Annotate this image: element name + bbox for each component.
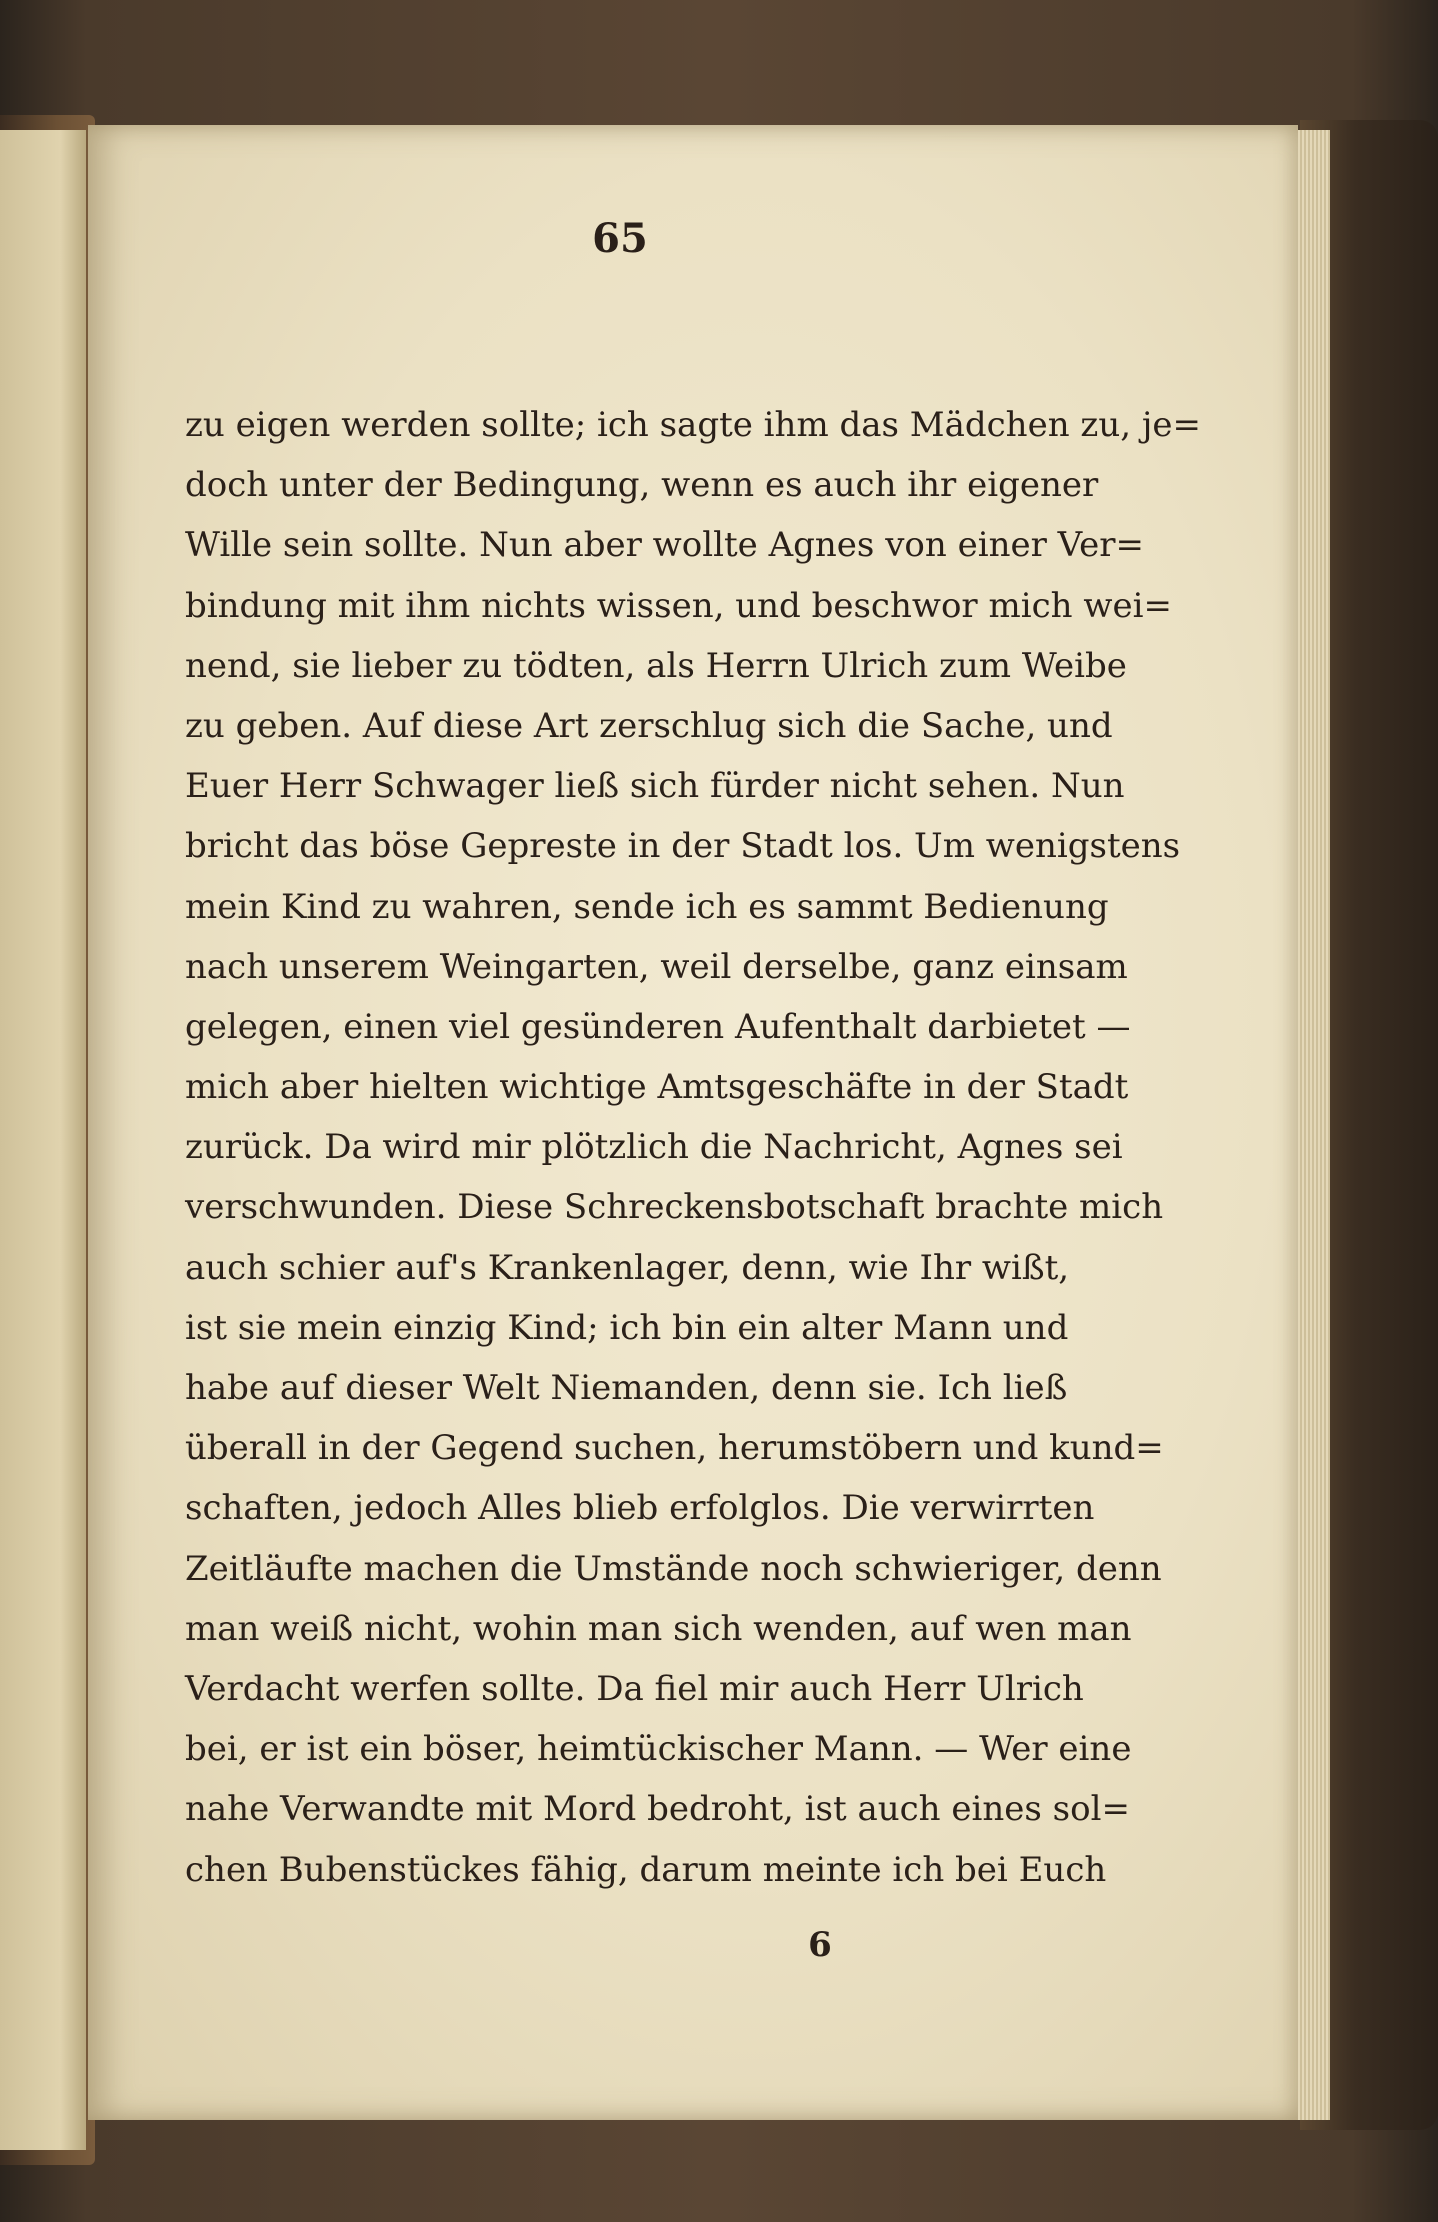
text-line: doch unter der Bedingung, wenn es auch ihr eigener — [185, 465, 1099, 506]
text-line: Euer Herr Schwager ließ sich fürder nicht sehen. Nun — [185, 766, 1125, 807]
text-line: bricht das böse Gepreste in der Stadt los. Um wenigstens — [185, 826, 1181, 867]
text-line: nend, sie lieber zu tödten, als Herrn Ulrich zum Weibe — [185, 645, 1127, 686]
text-line: mein Kind zu wahren, sende ich es sammt Bedienung — [185, 886, 1109, 927]
text-line: zurück. Da wird mir plötzlich die Nachricht, Agnes sei — [185, 1127, 1123, 1168]
text-line: überall in der Gegend suchen, herumstöbern und kund= — [185, 1428, 1164, 1469]
text-line: gelegen, einen viel gesünderen Aufenthalt darbietet — — [185, 1006, 1131, 1047]
text-line: man weiß nicht, wohin man sich wenden, auf wen man — [185, 1608, 1132, 1649]
left-page-edge — [0, 130, 86, 2150]
text-line: Zeitläufte machen die Umstände noch schwieriger, denn — [185, 1548, 1162, 1589]
text-line: chen Bubenstückes fähig, darum meinte ich bei Euch — [185, 1849, 1107, 1890]
text-line: Wille sein sollte. Nun aber wollte Agnes von einer Ver= — [185, 525, 1144, 566]
text-line: auch schier auf's Krankenlager, denn, wie Ihr wißt, — [185, 1247, 1070, 1288]
signature-mark: 6 — [808, 1925, 832, 1965]
text-line: zu eigen werden sollte; ich sagte ihm das Mädchen zu, je= — [185, 405, 1201, 445]
text-line: ist sie mein einzig Kind; ich bin ein alter Mann und — [185, 1307, 1069, 1348]
body-text — [185, 395, 1201, 1900]
text-line: nahe Verwandte mit Mord bedroht, ist auch eines sol= — [185, 1789, 1130, 1830]
text-line: mich aber hielten wichtige Amtsgeschäfte in der Stadt — [185, 1067, 1129, 1108]
text-line: zu geben. Auf diese Art zerschlug sich die Sache, und — [185, 705, 1113, 746]
text-line: nach unserem Weingarten, weil derselbe, ganz einsam — [185, 946, 1128, 987]
text-line: verschwunden. Diese Schreckensbotschaft brachte mich — [185, 1187, 1164, 1228]
text-line: habe auf dieser Welt Niemanden, denn sie. Ich ließ — [185, 1368, 1068, 1408]
text-line: bei, er ist ein böser, heimtückischer Mann. — Wer eine — [185, 1729, 1132, 1770]
text-line: Verdacht werfen sollte. Da fiel mir auch Herr Ulrich — [185, 1668, 1084, 1709]
text-line: schaften, jedoch Alles blieb erfolglos. Die verwirrten — [185, 1488, 1095, 1529]
text-line: bindung mit ihm nichts wissen, und beschwor mich wei= — [185, 585, 1172, 626]
page-number: 65 — [592, 215, 648, 262]
